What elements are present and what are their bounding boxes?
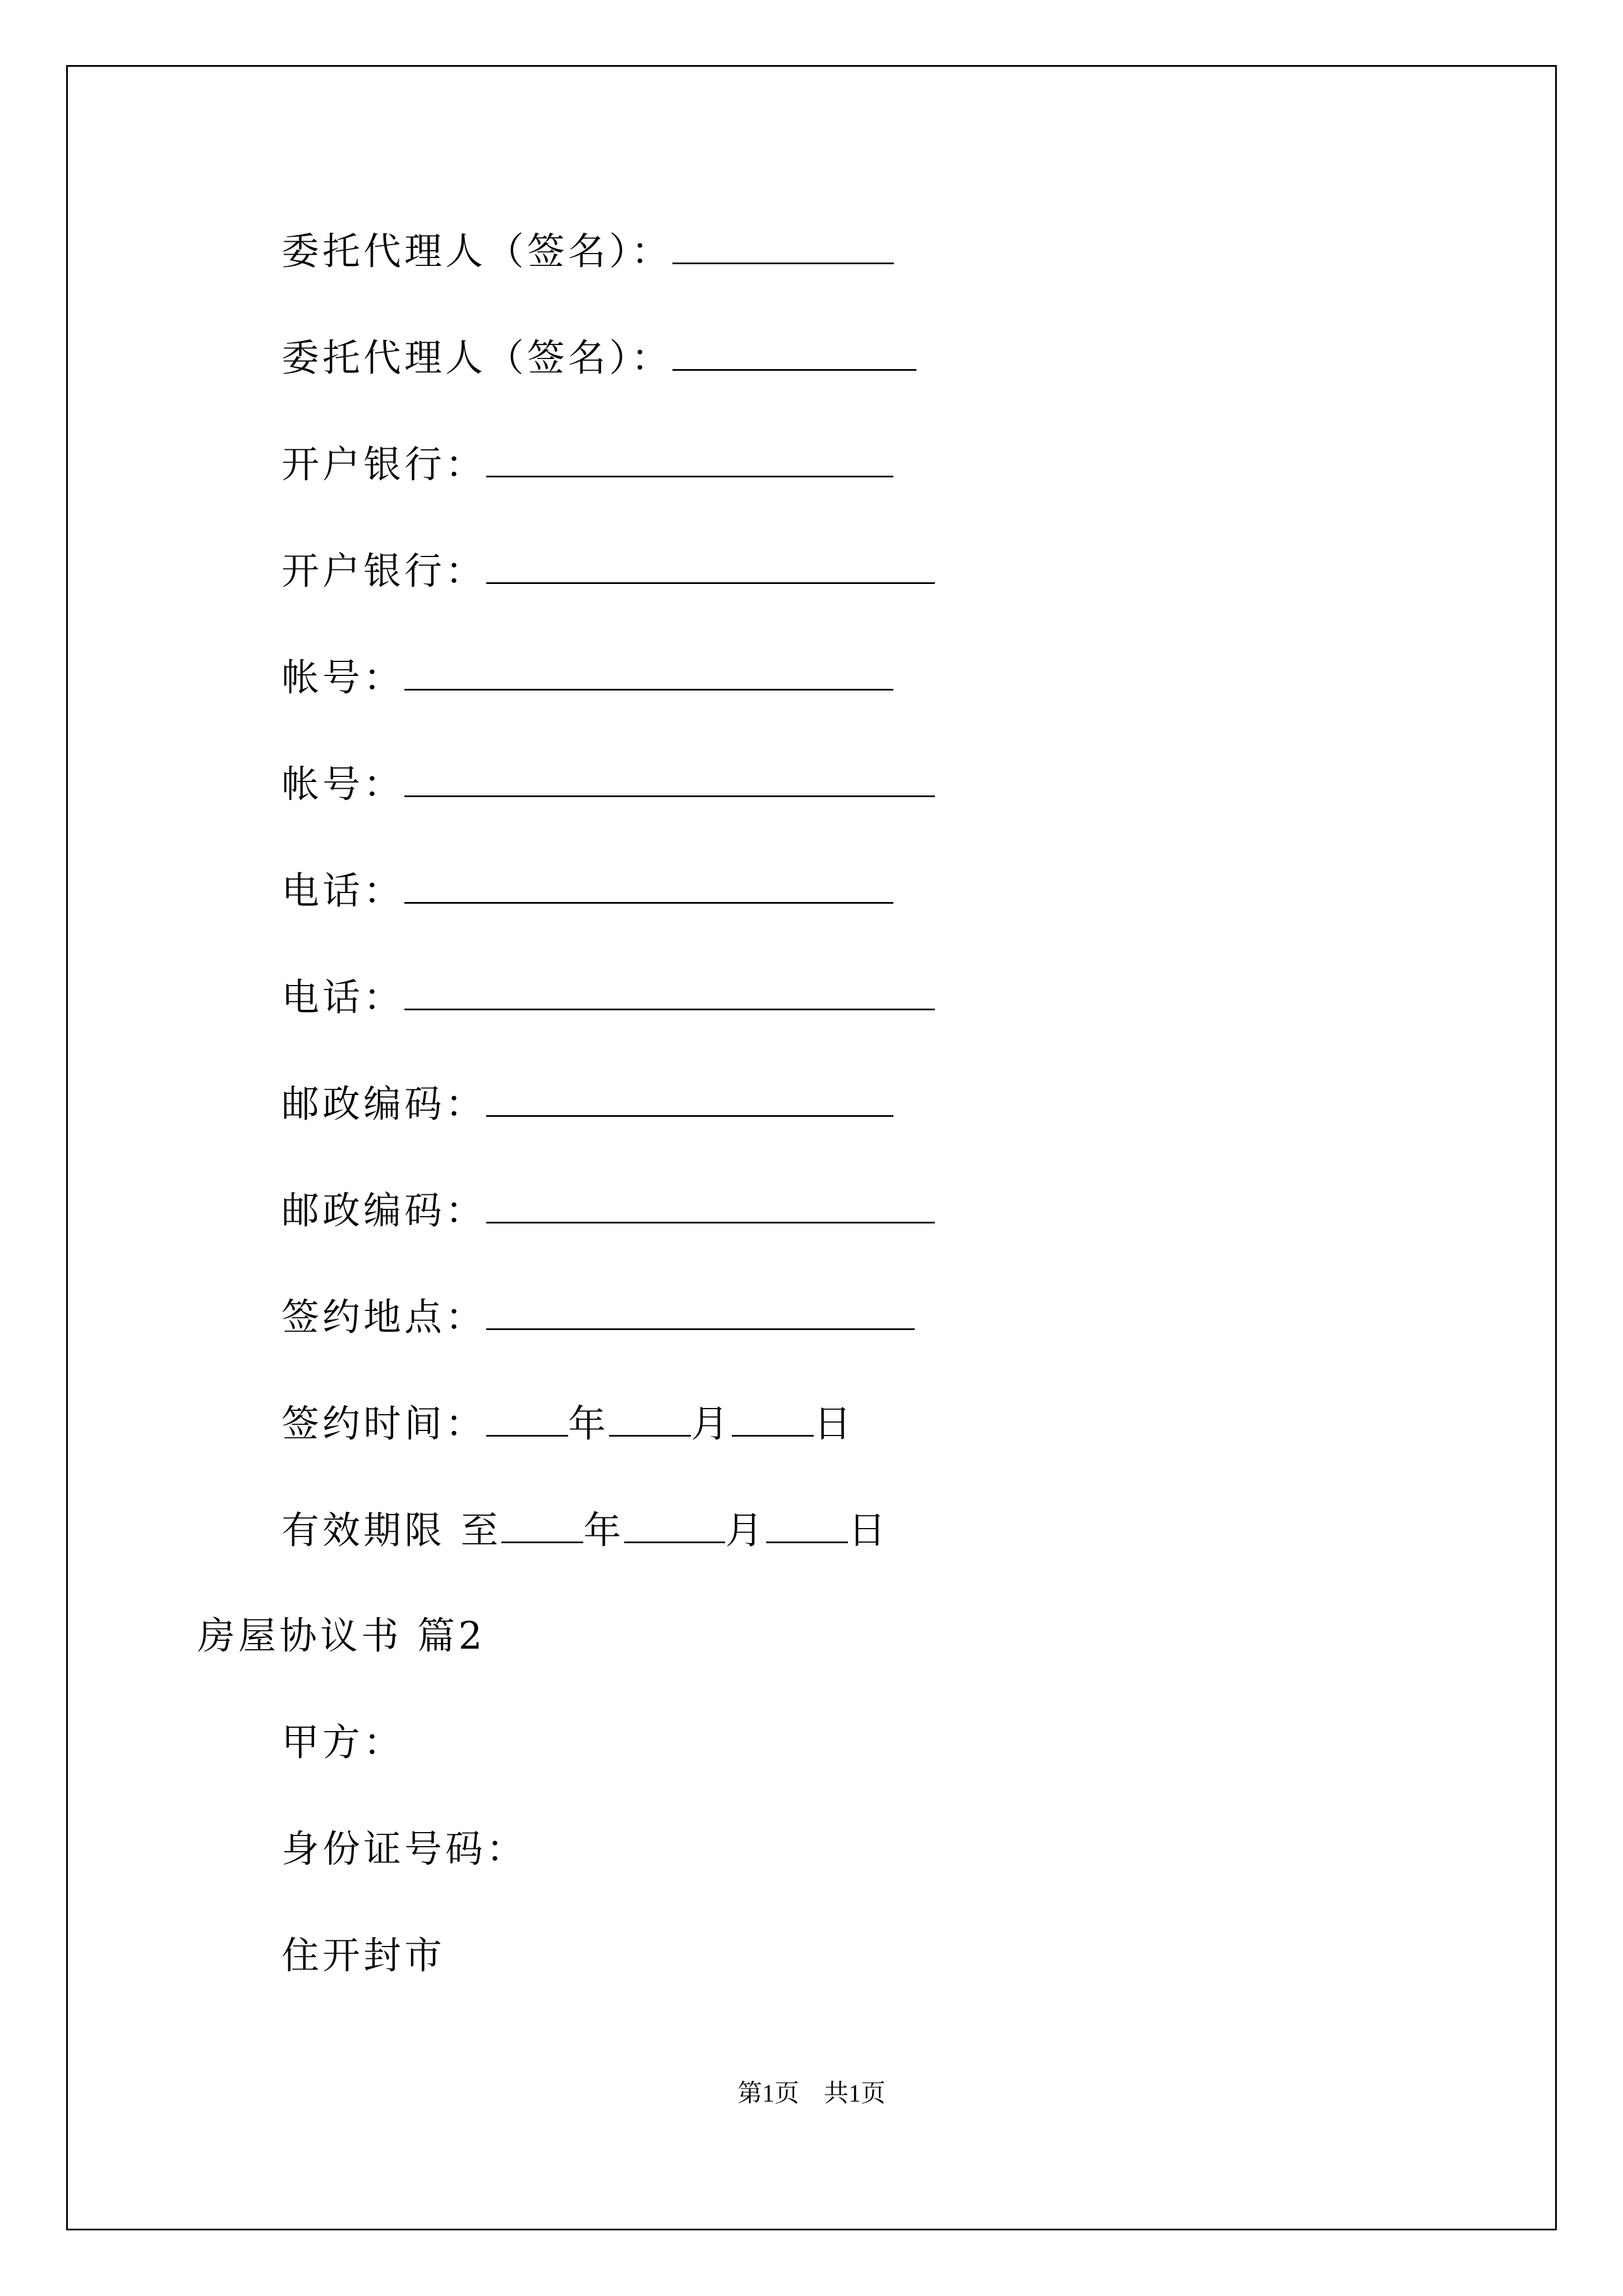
- month-blank[interactable]: [609, 1402, 691, 1437]
- month-label: 月: [725, 1508, 767, 1552]
- sign-time-label: 签约时间：: [282, 1402, 486, 1446]
- month-label: 月: [691, 1402, 732, 1446]
- month-blank[interactable]: [624, 1509, 725, 1543]
- sign-time-line: [282, 1397, 855, 1451]
- bank-line-2: [282, 544, 935, 598]
- blank-field[interactable]: [672, 230, 894, 264]
- agent-signature-label: 委托代理人（签名）：: [282, 229, 672, 273]
- blank-field[interactable]: [486, 1189, 935, 1223]
- id-number-label: 身份证号码：: [282, 1827, 527, 1871]
- day-label: 日: [848, 1508, 889, 1552]
- postcode-label: 邮政编码：: [282, 1082, 486, 1126]
- valid-period-label: 有效期限: [282, 1508, 445, 1552]
- page-border: [66, 65, 1557, 2230]
- agent-signature-label: 委托代理人（签名）：: [282, 336, 672, 380]
- phone-label: 电话：: [282, 869, 404, 913]
- day-label: 日: [814, 1402, 855, 1446]
- bank-label: 开户银行：: [282, 443, 486, 486]
- agent-signature-line-2: [282, 331, 916, 385]
- sign-place-label: 签约地点：: [282, 1295, 486, 1339]
- day-blank[interactable]: [732, 1402, 814, 1437]
- to-label: 至: [460, 1508, 502, 1552]
- blank-field[interactable]: [404, 656, 893, 691]
- phone-label: 电话：: [282, 976, 404, 1019]
- bank-label: 开户银行：: [282, 549, 486, 593]
- party-a-label: 甲方：: [282, 1720, 404, 1764]
- blank-field[interactable]: [404, 976, 935, 1010]
- section-heading: 房屋协议书 篇2: [197, 1614, 486, 1658]
- blank-field[interactable]: [486, 1296, 915, 1330]
- account-label: 帐号：: [282, 762, 404, 806]
- blank-field[interactable]: [404, 869, 893, 904]
- postcode-label: 邮政编码：: [282, 1189, 486, 1232]
- account-label: 帐号：: [282, 656, 404, 700]
- blank-field[interactable]: [404, 763, 935, 797]
- postcode-line-2: [282, 1184, 935, 1237]
- bank-line-1: [282, 438, 893, 491]
- valid-period-line: [282, 1503, 889, 1557]
- day-blank[interactable]: [766, 1509, 848, 1543]
- blank-field[interactable]: [486, 550, 935, 584]
- year-blank[interactable]: [501, 1509, 583, 1543]
- sign-place-line: [282, 1290, 915, 1344]
- year-label: 年: [568, 1402, 609, 1446]
- blank-field[interactable]: [486, 1083, 893, 1117]
- page-footer: 第1页 共1页: [737, 2079, 886, 2107]
- year-label: 年: [583, 1508, 625, 1552]
- phone-line-1: [282, 864, 893, 918]
- residence-text: 住开封市: [282, 1934, 445, 1977]
- blank-field[interactable]: [672, 337, 916, 371]
- year-blank[interactable]: [486, 1402, 568, 1437]
- blank-field[interactable]: [486, 443, 893, 477]
- account-line-2: [282, 757, 935, 811]
- account-line-1: [282, 651, 893, 705]
- phone-line-2: [282, 970, 935, 1024]
- agent-signature-line-1: [282, 224, 894, 278]
- postcode-line-1: [282, 1077, 893, 1131]
